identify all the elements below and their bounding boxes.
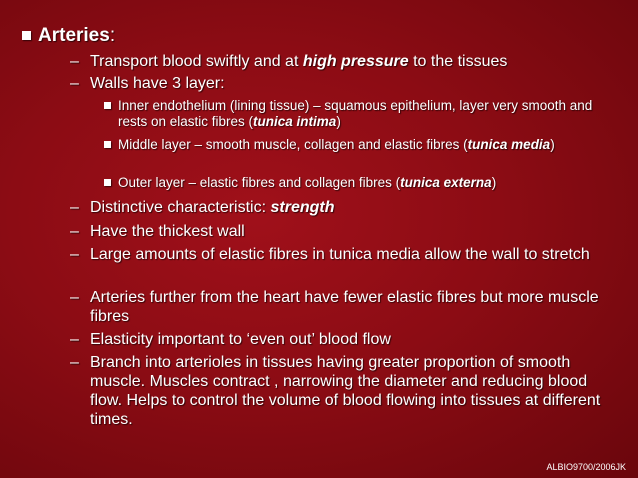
point-muscle-fibres bbox=[70, 288, 610, 326]
square-bullet-icon bbox=[104, 179, 111, 186]
dash-bullet: – bbox=[70, 53, 79, 70]
layer-text: ) bbox=[491, 175, 497, 190]
dash-bullet: – bbox=[70, 331, 79, 348]
point-text: Arteries further from the heart have fewer elastic fibres but more muscle fibres bbox=[90, 289, 599, 325]
heading-title: Arteries bbox=[38, 25, 110, 46]
point-characteristic bbox=[70, 198, 610, 217]
layer-text: ) bbox=[550, 137, 555, 152]
square-bullet-icon bbox=[104, 102, 111, 109]
dash-bullet: – bbox=[70, 75, 79, 92]
emphasis-text: high pressure bbox=[302, 53, 409, 70]
layer-text: Middle layer – smooth muscle, collagen and elastic fibres ( bbox=[118, 137, 468, 152]
square-bullet-icon bbox=[104, 141, 111, 148]
dash-bullet: – bbox=[70, 246, 79, 263]
layer-text: Inner endothelium (lining tissue) – squamous epithelium, layer very smooth and rests on elastic fibres ( bbox=[118, 98, 593, 129]
point-arterioles bbox=[70, 353, 610, 429]
slide-heading bbox=[38, 24, 115, 48]
square-bullet-icon bbox=[22, 31, 31, 40]
point-text: Branch into arterioles in tissues having greater proportion of smooth muscle. Muscles contract , narrowing the diameter and reducing blood flow. Helps to control the volume of blood flowing into tissues at different times. bbox=[90, 354, 601, 428]
point-text: Large amounts of elastic fibres in tunica media allow the wall to stretch bbox=[90, 246, 590, 263]
point-text: Have the thickest wall bbox=[90, 223, 245, 240]
point-walls bbox=[70, 74, 610, 93]
point-elastic-fibres bbox=[70, 245, 610, 264]
layer-middle bbox=[118, 137, 608, 153]
emphasis-text: tunica intima bbox=[253, 114, 337, 129]
point-text: Distinctive characteristic: bbox=[90, 199, 271, 216]
layer-text: ) bbox=[336, 114, 341, 129]
point-text: Elasticity important to ‘even out’ blood flow bbox=[90, 331, 391, 348]
dash-bullet: – bbox=[70, 223, 79, 240]
dash-bullet: – bbox=[70, 289, 79, 306]
footer-code: ALBIO9700/2006JK bbox=[546, 462, 626, 472]
layer-inner bbox=[118, 98, 608, 130]
point-thickest-wall bbox=[70, 222, 610, 241]
emphasis-text: tunica media bbox=[467, 137, 551, 152]
layer-text: Outer layer – elastic fibres and collagen fibres ( bbox=[118, 175, 401, 190]
point-elasticity bbox=[70, 330, 610, 349]
point-text: to the tissues bbox=[408, 53, 508, 70]
layer-outer bbox=[118, 175, 608, 191]
point-text: Transport blood swiftly and at bbox=[90, 53, 303, 70]
dash-bullet: – bbox=[70, 354, 79, 371]
point-text: Walls have 3 layer: bbox=[90, 75, 225, 92]
heading-colon: : bbox=[109, 25, 116, 46]
point-high-pressure bbox=[70, 52, 610, 71]
emphasis-text: tunica externa bbox=[400, 175, 492, 190]
emphasis-text: strength bbox=[270, 199, 335, 216]
dash-bullet: – bbox=[70, 199, 79, 216]
